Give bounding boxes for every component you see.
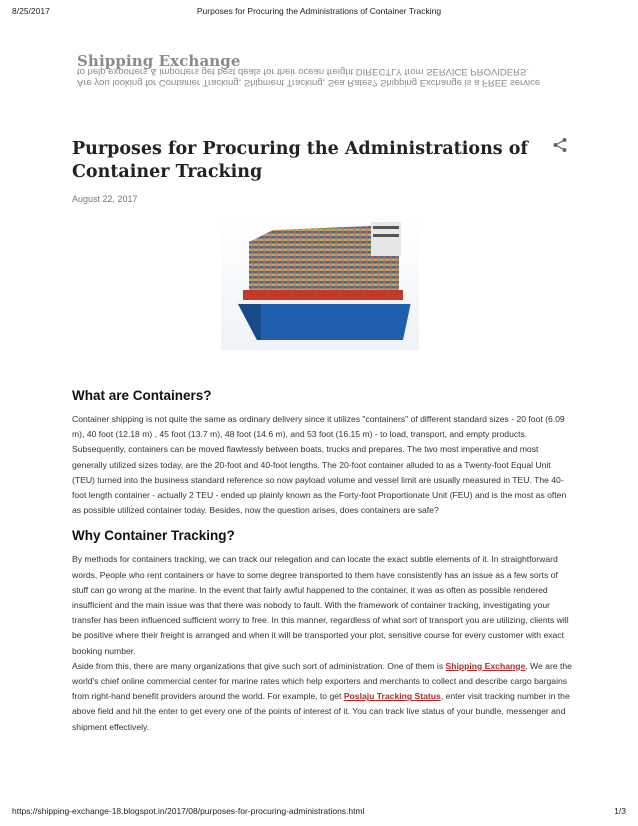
link-poslaju-tracking[interactable]: Poslaju Tracking Status [343,691,441,702]
site-description: Are you looking for Container Tracking, Shipment Tracking, Sea Rates? Shipping Exchange is a FREE service to help exporters & importers get best deals for their ocean freight DIRECTLY from SERVICE PROVIDERS. [77,66,541,88]
paragraph-text: Aside from this, there are many organizations that give such sort of administration. One of them is [72,660,446,671]
print-title: Purposes for Procuring the Administrations of Container Tracking [196,6,442,16]
paragraph-containers: Container shipping is not quite the same as ordinary delivery since it utilizes "containers" of different standard sizes - 20 foot (6.09 m), 40 foot (12.18 m) , 45 foot (13.7 m), 48 foot (14.6 m), and 53 foot (16.15 m) - to load, transport, and empty products. Subsequently, containers can be moved flawlessly between boats, trucks and prepares. The two most imperative and most generally utilized sizes today, are the 20-foot and 40-foot lengths. The 20-foot container alluded to as a Twenty-foot Equal Unit (TEU) turned into the business standard reference so now payload volume and vessel limit are usually measured in TEU. The 40-foot length container - actually 2 TEU - ended up plainly known as the Forty-foot Proportionate Unit (FEU) and is the most as often as possible utilized container today. Besides, now the question arises, does containers are safe? [72,414,567,516]
paragraph-organizations [72,659,572,735]
print-page-number: 1/3 [614,806,626,816]
heading-what-are-containers: What are Containers? [72,388,212,403]
share-icon[interactable] [552,137,568,153]
paragraph-tracking: By methods for containers tracking, we can track our relegation and can locate the exact subtle elements of it. In straightforward words, People who rent containers or have to some degree transported to them have consistently has an issue as a few sorts of stuff can go wrong at the marine. In the event that fairly awful happened to the container, it was as often as possible rendered insufficient and the main issue was that there was nobody to fault. With the framework of container tracking, investigating your transfer has been influenced sufficient worry to free. In this manner, regardless of what sort of transport you are utilizing, clients will be positive where their freight is arranged and when it will be transported your plot, sensitive course for every customer with exact booking number. [72,554,569,656]
post-date: August 22, 2017 [72,194,138,204]
print-footer [12,806,626,818]
post-body [72,388,572,735]
heading-why-container-tracking: Why Container Tracking? [72,528,235,544]
site-name[interactable]: Shipping Exchange [77,52,241,70]
print-header [12,6,626,18]
container-ship-image [221,216,419,350]
post-title: Purposes for Procuring the Administrations of Container Tracking [72,139,528,182]
blog-header [77,52,567,110]
paragraph-text: , enter visit tracking number in the above field and hit the enter to get every one of the points of interest of it. You can track live status of your bundle, messenger and shipment effectively. [72,691,570,732]
print-date: 8/25/2017 [12,6,50,16]
paragraph-text: , We are the world's chief online commercial center for marine rates which help exporters and merchants to collect and describe cargo bargains from right-hand benefit providers around the world. For example, to get [72,660,572,702]
print-url: https://shipping-exchange-18.blogspot.in/2017/08/purposes-for-procuring-administrations.html [12,806,365,816]
link-shipping-exchange[interactable]: Shipping Exchange [445,660,526,671]
